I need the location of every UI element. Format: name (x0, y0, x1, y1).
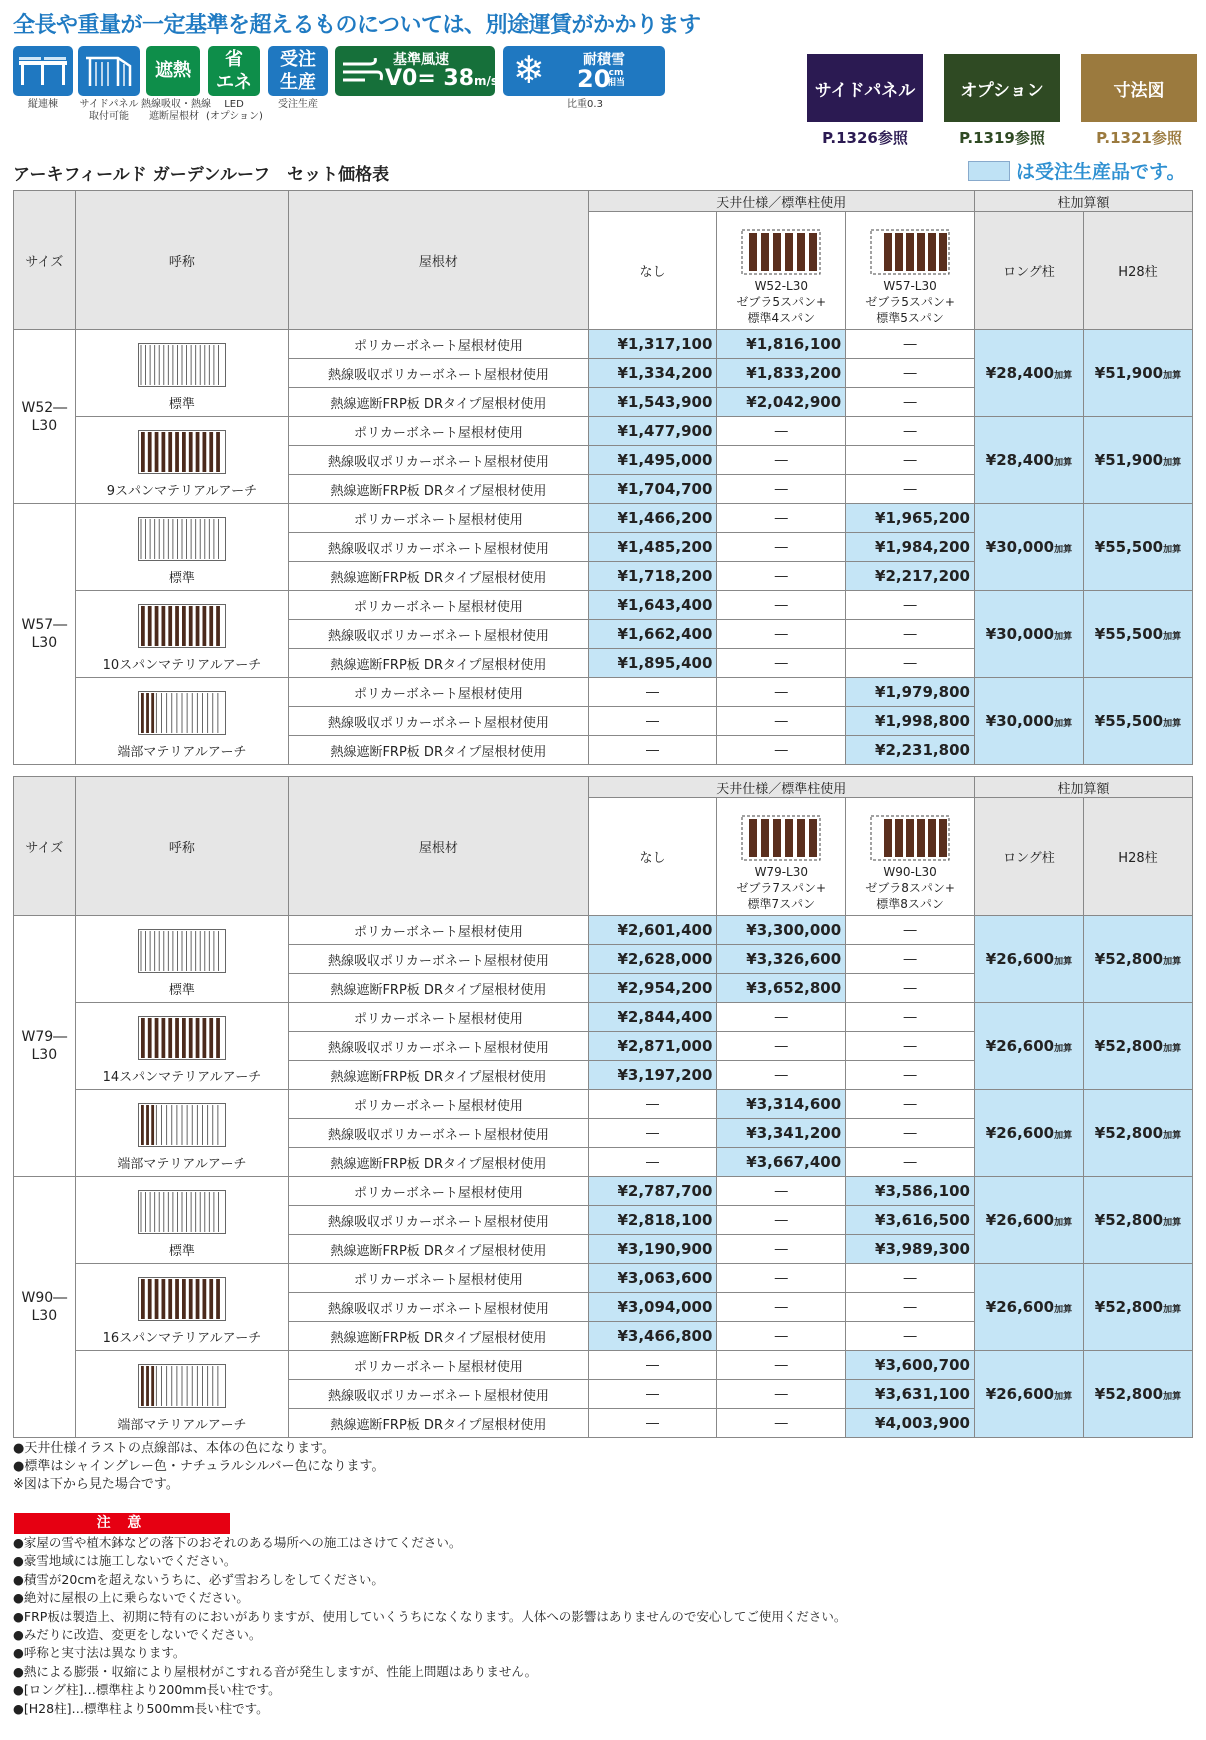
roof-material: 熱線吸収ポリカーボネート屋根材使用 (289, 446, 588, 475)
header-none: なし (588, 212, 717, 330)
note-line: ●天井仕様イラストの点線部は、本体の色になります。 (13, 1441, 335, 1456)
header-roof: 屋根材 (289, 191, 588, 330)
long-post-add: ¥30,000加算 (974, 591, 1083, 678)
table-row (14, 1090, 1193, 1119)
table-row (14, 504, 1193, 533)
price-cell: ¥1,543,900 (588, 388, 717, 417)
empty-cell: ― (846, 974, 975, 1003)
table-row (14, 1177, 1193, 1206)
empty-cell: ― (717, 1264, 846, 1293)
model-name (75, 1003, 289, 1090)
model-name (75, 916, 289, 1003)
roof-material: 熱線遮断FRP板 DRタイプ屋根材使用 (289, 736, 588, 765)
heat-shield-badge: 遮熱 (146, 46, 200, 96)
roof-material: ポリカーボネート屋根材使用 (289, 678, 588, 707)
empty-cell: ― (717, 475, 846, 504)
price-cell: ¥2,231,800 (846, 736, 975, 765)
empty-cell: ― (846, 916, 975, 945)
price-cell: ¥2,954,200 (588, 974, 717, 1003)
empty-cell: ― (717, 1177, 846, 1206)
empty-cell: ― (846, 1090, 975, 1119)
note-line: ※図は下から見た場合です。 (13, 1477, 179, 1492)
feature-caption: LED (オプション) (206, 99, 263, 122)
roof-material: 熱線吸収ポリカーボネート屋根材使用 (289, 359, 588, 388)
empty-cell: ― (717, 533, 846, 562)
ceiling-type-label: W57-L30 ゼブラ5スパン+ 標準5スパン (865, 279, 955, 325)
model-name-label: 端部マテリアルアーチ (117, 1418, 247, 1433)
empty-cell: ― (717, 1003, 846, 1032)
empty-cell: ― (846, 1148, 975, 1177)
model-name (75, 504, 289, 591)
empty-cell: ― (588, 1119, 717, 1148)
ref-dimension-page[interactable]: P.1321参照 (1096, 129, 1182, 147)
price-cell: ¥1,895,400 (588, 649, 717, 678)
long-post-add: ¥26,600加算 (974, 1090, 1083, 1177)
h28-post-add: ¥52,800加算 (1083, 1090, 1192, 1177)
ref-side-panel-page[interactable]: P.1326参照 (822, 129, 908, 147)
long-post-add: ¥28,400加算 (974, 417, 1083, 504)
h28-post-add: ¥51,900加算 (1083, 417, 1192, 504)
caution-item: ●みだりに改造、変更をしないでください。 (13, 1627, 262, 1643)
legend-text: は受注生産品です。 (1016, 161, 1186, 183)
model-name (75, 417, 289, 504)
price-cell: ¥2,871,000 (588, 1032, 717, 1061)
roof-material: 熱線吸収ポリカーボネート屋根材使用 (289, 1119, 588, 1148)
legend-swatch (968, 161, 1010, 181)
long-post-add: ¥26,600加算 (974, 916, 1083, 1003)
caution-item: ●[ロング柱]…標準柱より200mm長い柱です。 (13, 1682, 281, 1698)
empty-cell: ― (588, 736, 717, 765)
connected-building-icon (13, 46, 73, 96)
feature-caption: 熱線吸収・熱線 遮断屋根材 (141, 99, 211, 122)
size-label: W90― L30 (14, 1177, 76, 1438)
price-cell: ¥2,844,400 (588, 1003, 717, 1032)
price-cell: ¥1,477,900 (588, 417, 717, 446)
header-ceiling-type (717, 798, 846, 916)
model-name (75, 330, 289, 417)
snowflake-icon: ❄ (513, 48, 545, 92)
empty-cell: ― (846, 1032, 975, 1061)
price-cell: ¥1,643,400 (588, 591, 717, 620)
model-name (75, 678, 289, 765)
price-cell: ¥3,586,100 (846, 1177, 975, 1206)
roof-material: 熱線遮断FRP板 DRタイプ屋根材使用 (289, 974, 588, 1003)
roof-material: 熱線吸収ポリカーボネート屋根材使用 (289, 945, 588, 974)
long-post-add: ¥30,000加算 (974, 678, 1083, 765)
header-extra: 柱加算額 (974, 191, 1192, 212)
roof-material: ポリカーボネート屋根材使用 (289, 1090, 588, 1119)
empty-cell: ― (717, 1351, 846, 1380)
table-row (14, 330, 1193, 359)
h28-post-add: ¥52,800加算 (1083, 1264, 1192, 1351)
roof-material: ポリカーボネート屋根材使用 (289, 591, 588, 620)
caution-item: ●積雪が20cmを超えないうちに、必ず雪おろしをしてください。 (13, 1571, 384, 1587)
empty-cell: ― (588, 1409, 717, 1438)
model-name-label: 標準 (168, 397, 195, 412)
model-name (75, 591, 289, 678)
price-cell: ¥3,094,000 (588, 1293, 717, 1322)
caution-item: ●FRP板は製造上、初期に特有のにおいがありますが、使用していくうちになくなります。人体への影響はありませんので安心してご使用ください。 (13, 1608, 847, 1624)
ref-dimension-button[interactable]: 寸法図 (1081, 54, 1197, 122)
price-cell: ¥1,965,200 (846, 504, 975, 533)
empty-cell: ― (717, 1061, 846, 1090)
roof-material: ポリカーボネート屋根材使用 (289, 916, 588, 945)
model-name-label: 標準 (168, 983, 195, 998)
ref-option-page[interactable]: P.1319参照 (959, 129, 1045, 147)
price-table (13, 776, 1193, 1438)
table-row (14, 916, 1193, 945)
empty-cell: ― (717, 417, 846, 446)
empty-cell: ― (717, 1206, 846, 1235)
price-cell: ¥3,063,600 (588, 1264, 717, 1293)
caution-item: ●熱による膨張・収縮により屋根材がこすれる音が発生しますが、性能上問題はありません。 (13, 1663, 538, 1679)
made-to-order-badge: 受注 生産 (268, 46, 328, 96)
empty-cell: ― (588, 707, 717, 736)
h28-post-add: ¥55,500加算 (1083, 504, 1192, 591)
roof-material: 熱線吸収ポリカーボネート屋根材使用 (289, 1032, 588, 1061)
empty-cell: ― (846, 475, 975, 504)
price-cell: ¥3,197,200 (588, 1061, 717, 1090)
price-table (13, 190, 1193, 765)
roof-material: 熱線遮断FRP板 DRタイプ屋根材使用 (289, 1409, 588, 1438)
header-roof: 屋根材 (289, 777, 588, 916)
table-row (14, 417, 1193, 446)
wind-title: 基準風速 (393, 52, 449, 68)
long-post-add: ¥26,600加算 (974, 1351, 1083, 1438)
price-cell: ¥3,652,800 (717, 974, 846, 1003)
model-name-label: 9スパンマテリアルアーチ (106, 484, 258, 499)
price-cell: ¥1,485,200 (588, 533, 717, 562)
empty-cell: ― (717, 707, 846, 736)
price-cell: ¥2,787,700 (588, 1177, 717, 1206)
model-name-label: 端部マテリアルアーチ (117, 745, 247, 760)
long-post-add: ¥26,600加算 (974, 1264, 1083, 1351)
header-ceiling-type (846, 798, 975, 916)
header-name: 呼称 (75, 777, 289, 916)
price-cell: ¥3,314,600 (717, 1090, 846, 1119)
wind-value: V0= 38 (385, 66, 475, 91)
empty-cell: ― (846, 1119, 975, 1148)
long-post-add: ¥26,600加算 (974, 1003, 1083, 1090)
empty-cell: ― (717, 620, 846, 649)
model-name (75, 1090, 289, 1177)
model-name-label: 14スパンマテリアルアーチ (102, 1070, 262, 1085)
model-name-label: 10スパンマテリアルアーチ (102, 658, 262, 673)
size-label: W52― L30 (14, 330, 76, 504)
model-name (75, 1264, 289, 1351)
empty-cell: ― (588, 1351, 717, 1380)
price-cell: ¥1,704,700 (588, 475, 717, 504)
caution-item: ●呼称と実寸法は異なります。 (13, 1645, 186, 1661)
header-ceiling: 天井仕様／標準柱使用 (588, 191, 974, 212)
empty-cell: ― (846, 388, 975, 417)
snow-load-badge (503, 46, 665, 96)
roof-material: 熱線吸収ポリカーボネート屋根材使用 (289, 707, 588, 736)
empty-cell: ― (846, 591, 975, 620)
empty-cell: ― (846, 446, 975, 475)
table-row (14, 591, 1193, 620)
price-cell: ¥1,718,200 (588, 562, 717, 591)
empty-cell: ― (846, 330, 975, 359)
empty-cell: ― (846, 417, 975, 446)
roof-material: 熱線遮断FRP板 DRタイプ屋根材使用 (289, 1061, 588, 1090)
table-row (14, 1351, 1193, 1380)
model-name-label: 標準 (168, 1244, 195, 1259)
empty-cell: ― (717, 678, 846, 707)
header-none: なし (588, 798, 717, 916)
roof-material: 熱線吸収ポリカーボネート屋根材使用 (289, 1380, 588, 1409)
roof-material: 熱線遮断FRP板 DRタイプ屋根材使用 (289, 388, 588, 417)
empty-cell: ― (846, 1293, 975, 1322)
caution-list (13, 1534, 846, 1718)
roof-material: 熱線吸収ポリカーボネート屋根材使用 (289, 1206, 588, 1235)
roof-material: 熱線吸収ポリカーボネート屋根材使用 (289, 533, 588, 562)
price-cell: ¥2,042,900 (717, 388, 846, 417)
roof-material: ポリカーボネート屋根材使用 (289, 1177, 588, 1206)
price-cell: ¥3,667,400 (717, 1148, 846, 1177)
h28-post-add: ¥52,800加算 (1083, 1177, 1192, 1264)
header-ceiling-type (846, 212, 975, 330)
roof-material: ポリカーボネート屋根材使用 (289, 1264, 588, 1293)
ref-side-panel-button[interactable]: サイドパネル (807, 54, 923, 122)
notes (13, 1440, 384, 1494)
made-to-order-legend (968, 157, 1185, 184)
feature-caption: 縦連棟 (28, 99, 58, 110)
caution-item: ●豪雪地域には施工しないでください。 (13, 1553, 237, 1569)
empty-cell: ― (588, 678, 717, 707)
price-cell: ¥1,662,400 (588, 620, 717, 649)
size-label: W57― L30 (14, 504, 76, 765)
price-cell: ¥1,998,800 (846, 707, 975, 736)
price-cell: ¥1,979,800 (846, 678, 975, 707)
empty-cell: ― (588, 1148, 717, 1177)
empty-cell: ― (846, 620, 975, 649)
empty-cell: ― (588, 1090, 717, 1119)
caution-item: ●[H28柱]…標準柱より500mm長い柱です。 (13, 1700, 269, 1716)
ceiling-type-label: W90-L30 ゼブラ8スパン+ 標準8スパン (865, 865, 955, 911)
caution-item: ●家屋の雪や植木鉢などの落下のおそれのある場所への施工はさけてください。 (13, 1535, 462, 1550)
h28-post-add: ¥55,500加算 (1083, 678, 1192, 765)
header-size: サイズ (14, 777, 76, 916)
empty-cell: ― (588, 1380, 717, 1409)
empty-cell: ― (717, 1409, 846, 1438)
roof-material: ポリカーボネート屋根材使用 (289, 504, 588, 533)
header-name: 呼称 (75, 191, 289, 330)
header-h28: H28柱 (1083, 212, 1192, 330)
energy-saving-badge: 省 エネ (208, 46, 260, 96)
empty-cell: ― (717, 504, 846, 533)
empty-cell: ― (717, 562, 846, 591)
wind-icon (341, 58, 383, 86)
caution-header: 注 意 (14, 1513, 230, 1534)
price-cell: ¥4,003,900 (846, 1409, 975, 1438)
roof-material: 熱線遮断FRP板 DRタイプ屋根材使用 (289, 562, 588, 591)
empty-cell: ― (717, 1380, 846, 1409)
empty-cell: ― (846, 1322, 975, 1351)
price-cell: ¥1,334,200 (588, 359, 717, 388)
roof-material: ポリカーボネート屋根材使用 (289, 1003, 588, 1032)
ceiling-type-label: W52-L30 ゼブラ5スパン+ 標準4スパン (736, 279, 827, 325)
price-cell: ¥1,495,000 (588, 446, 717, 475)
roof-material: 熱線吸収ポリカーボネート屋根材使用 (289, 620, 588, 649)
roof-material: 熱線遮断FRP板 DRタイプ屋根材使用 (289, 1322, 588, 1351)
roof-material: 熱線遮断FRP板 DRタイプ屋根材使用 (289, 649, 588, 678)
roof-material: 熱線遮断FRP板 DRタイプ屋根材使用 (289, 475, 588, 504)
empty-cell: ― (717, 1032, 846, 1061)
price-cell: ¥2,217,200 (846, 562, 975, 591)
model-name-label: 端部マテリアルアーチ (117, 1157, 247, 1172)
table-row (14, 1003, 1193, 1032)
price-cell: ¥2,628,000 (588, 945, 717, 974)
snow-value: 20 (577, 65, 611, 93)
shipping-notice-banner: 全長や重量が一定基準を超えるものについては、別途運賃がかかります (13, 13, 701, 38)
price-cell: ¥1,317,100 (588, 330, 717, 359)
feature-caption: サイドパネル 取付可能 (79, 99, 139, 122)
empty-cell: ― (846, 359, 975, 388)
roof-material: 熱線吸収ポリカーボネート屋根材使用 (289, 1293, 588, 1322)
price-cell: ¥1,816,100 (717, 330, 846, 359)
snow-unit: cm 相当 (607, 68, 626, 88)
table-row (14, 1264, 1193, 1293)
snow-caption: 比重0.3 (567, 99, 603, 110)
roof-material: 熱線遮断FRP板 DRタイプ屋根材使用 (289, 1235, 588, 1264)
model-name-label: 標準 (168, 571, 195, 586)
side-panel-icon (78, 46, 140, 96)
wind-speed-badge (335, 46, 499, 96)
price-cell: ¥3,631,100 (846, 1380, 975, 1409)
empty-cell: ― (846, 1061, 975, 1090)
table-row (14, 678, 1193, 707)
header-extra: 柱加算額 (974, 777, 1192, 798)
empty-cell: ― (846, 649, 975, 678)
size-label: W79― L30 (14, 916, 76, 1177)
header-size: サイズ (14, 191, 76, 330)
note-line: ●標準はシャイングレー色・ナチュラルシルバー色になります。 (13, 1459, 385, 1474)
ceiling-type-label: W79-L30 ゼブラ7スパン+ 標準7スパン (736, 865, 827, 911)
snow-title: 耐積雪 (583, 52, 625, 68)
header-ceiling-type (717, 212, 846, 330)
h28-post-add: ¥52,800加算 (1083, 1003, 1192, 1090)
price-cell: ¥1,466,200 (588, 504, 717, 533)
empty-cell: ― (846, 1003, 975, 1032)
price-cell: ¥3,989,300 (846, 1235, 975, 1264)
roof-material: 熱線遮断FRP板 DRタイプ屋根材使用 (289, 1148, 588, 1177)
empty-cell: ― (717, 649, 846, 678)
empty-cell: ― (846, 945, 975, 974)
header-h28: H28柱 (1083, 798, 1192, 916)
price-cell: ¥1,833,200 (717, 359, 846, 388)
header-long: ロング柱 (974, 798, 1083, 916)
page-title: アーキフィールド ガーデンルーフ セット価格表 (13, 165, 390, 185)
model-name (75, 1177, 289, 1264)
roof-material: ポリカーボネート屋根材使用 (289, 1351, 588, 1380)
h28-post-add: ¥52,800加算 (1083, 916, 1192, 1003)
empty-cell: ― (717, 1293, 846, 1322)
price-cell: ¥3,341,200 (717, 1119, 846, 1148)
header-long: ロング柱 (974, 212, 1083, 330)
ref-option-button[interactable]: オプション (944, 54, 1060, 122)
caution-item: ●絶対に屋根の上に乗らないでください。 (13, 1590, 249, 1606)
price-cell: ¥3,326,600 (717, 945, 846, 974)
price-cell: ¥3,190,900 (588, 1235, 717, 1264)
empty-cell: ― (846, 1264, 975, 1293)
model-name-label: 16スパンマテリアルアーチ (102, 1331, 262, 1346)
feature-caption: 受注生産 (278, 99, 318, 110)
price-cell: ¥2,818,100 (588, 1206, 717, 1235)
price-cell: ¥2,601,400 (588, 916, 717, 945)
h28-post-add: ¥51,900加算 (1083, 330, 1192, 417)
h28-post-add: ¥52,800加算 (1083, 1351, 1192, 1438)
wind-unit: m/s (474, 74, 499, 88)
empty-cell: ― (717, 1235, 846, 1264)
model-name (75, 1351, 289, 1438)
price-cell: ¥3,616,500 (846, 1206, 975, 1235)
empty-cell: ― (717, 446, 846, 475)
empty-cell: ― (717, 591, 846, 620)
h28-post-add: ¥55,500加算 (1083, 591, 1192, 678)
long-post-add: ¥26,600加算 (974, 1177, 1083, 1264)
header-ceiling: 天井仕様／標準柱使用 (588, 777, 974, 798)
price-cell: ¥3,466,800 (588, 1322, 717, 1351)
price-cell: ¥3,300,000 (717, 916, 846, 945)
roof-material: ポリカーボネート屋根材使用 (289, 417, 588, 446)
long-post-add: ¥28,400加算 (974, 330, 1083, 417)
long-post-add: ¥30,000加算 (974, 504, 1083, 591)
price-cell: ¥3,600,700 (846, 1351, 975, 1380)
empty-cell: ― (717, 736, 846, 765)
empty-cell: ― (717, 1322, 846, 1351)
roof-material: ポリカーボネート屋根材使用 (289, 330, 588, 359)
price-cell: ¥1,984,200 (846, 533, 975, 562)
